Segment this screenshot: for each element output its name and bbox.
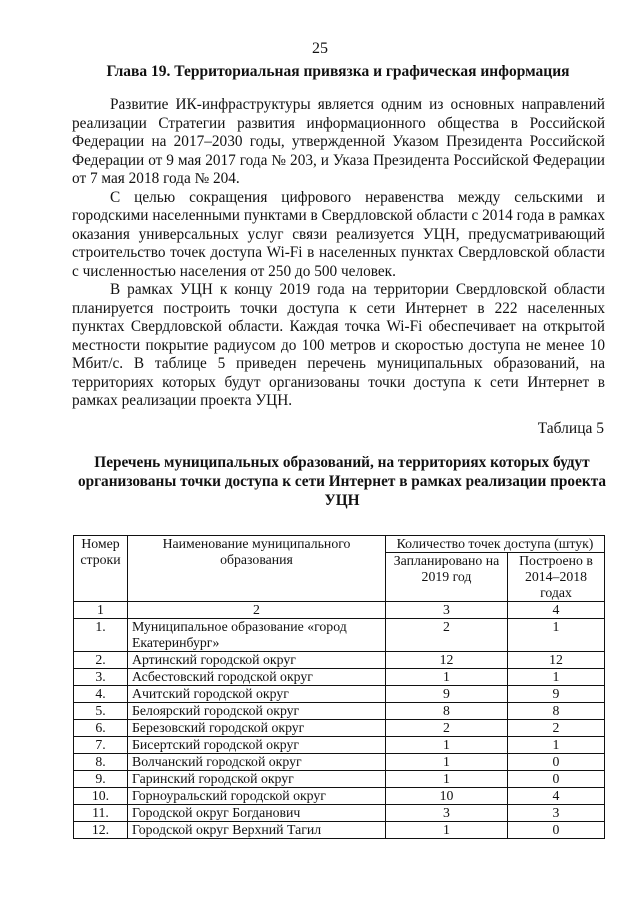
built-count-cell: 0 — [508, 771, 605, 788]
built-count-cell: 8 — [508, 703, 605, 720]
header-built: Построено в 2014–2018 годах — [508, 553, 605, 602]
planned-count-cell: 1 — [386, 822, 508, 839]
table-row — [74, 771, 605, 788]
municipality-name-cell: Ачитский городской округ — [128, 686, 386, 703]
built-count-cell: 1 — [508, 619, 605, 652]
municipal-table — [73, 535, 605, 839]
built-count-cell: 12 — [508, 652, 605, 669]
table-row — [74, 720, 605, 737]
table-row — [74, 619, 605, 652]
column-number: 4 — [508, 602, 605, 619]
built-count-cell: 1 — [508, 669, 605, 686]
page-number: 25 — [312, 40, 328, 57]
municipality-name-cell: Городской округ Верхний Тагил — [128, 822, 386, 839]
table-row — [74, 805, 605, 822]
header-row-number: Номер строки — [74, 536, 128, 602]
paragraph: С целью сокращения цифрового неравенства между сельскими и городскими населенными пунктами в Свердловской области с 2014 года в рамках оказания универсальных услуг связи реализуется УЦН, предусматривающий строительство точек доступа Wi-Fi в населенных пунктах Свердловской области с численностью населения от 250 до 500 человек. — [72, 188, 605, 280]
planned-count-cell: 3 — [386, 805, 508, 822]
planned-count-cell: 2 — [386, 619, 508, 652]
row-number-cell: 8. — [74, 754, 128, 771]
header-planned: Запланировано на 2019 год — [386, 553, 508, 602]
built-count-cell: 1 — [508, 737, 605, 754]
table-body — [74, 619, 605, 839]
table-row — [74, 737, 605, 754]
municipality-name-cell: Березовский городской округ — [128, 720, 386, 737]
planned-count-cell: 8 — [386, 703, 508, 720]
built-count-cell: 2 — [508, 720, 605, 737]
municipality-name-cell: Асбестовский городской округ — [128, 669, 386, 686]
municipality-name-cell: Бисертский городской округ — [128, 737, 386, 754]
municipality-name-cell: Волчанский городской округ — [128, 754, 386, 771]
planned-count-cell: 1 — [386, 737, 508, 754]
planned-count-cell: 9 — [386, 686, 508, 703]
table-label: Таблица 5 — [537, 420, 604, 437]
row-number-cell: 3. — [74, 669, 128, 686]
row-number-cell: 10. — [74, 788, 128, 805]
row-number-cell: 7. — [74, 737, 128, 754]
header-name: Наименование муниципального образования — [128, 536, 386, 602]
body-text — [72, 96, 605, 411]
municipality-name-cell: Горноуральский городской округ — [128, 788, 386, 805]
table-row — [74, 686, 605, 703]
built-count-cell: 4 — [508, 788, 605, 805]
chapter-title: Глава 19. Территориальная привязка и графическая информация — [106, 63, 570, 80]
planned-count-cell: 10 — [386, 788, 508, 805]
municipality-name-cell: Белоярский городской округ — [128, 703, 386, 720]
column-number: 2 — [128, 602, 386, 619]
table-row — [74, 788, 605, 805]
municipality-name-cell: Муниципальное образование «город Екатеринбург» — [128, 619, 386, 652]
header-count-group: Количество точек доступа (штук) — [386, 536, 605, 553]
built-count-cell: 0 — [508, 822, 605, 839]
table-title: Перечень муниципальных образований, на территориях которых будут организованы точки доступа к сети Интернет в рамках реализации проекта УЦН — [77, 454, 607, 509]
row-number-cell: 2. — [74, 652, 128, 669]
paragraph: В рамках УЦН к концу 2019 года на территории Свердловской области планируется построить точки доступа к сети Интернет в 222 населенных пунктах Свердловской области. Каждая точка Wi-Fi обеспечивает на открытой местности покрытие радиусом до 100 метров и скоростью доступа не менее 10 Мбит/с. В таблице 5 приведен перечень муниципальных образований, на территориях которых будут организованы точки доступа к сети Интернет в рамках реализации проекта УЦН. — [72, 281, 605, 409]
municipality-name-cell: Гаринский городской округ — [128, 771, 386, 788]
paragraph: Развитие ИК-инфраструктуры является одним из основных направлений реализации Стратегии развития информационного общества в Российской Федерации на 2017–2030 годы, утвержденной Указом Президента Российской Федерации от 9 мая 2017 года № 203, и Указа Президента Российской Федерации от 7 мая 2018 года № 204. — [72, 96, 605, 187]
table-row — [74, 703, 605, 720]
built-count-cell: 0 — [508, 754, 605, 771]
municipality-name-cell: Артинский городской округ — [128, 652, 386, 669]
planned-count-cell: 1 — [386, 669, 508, 686]
row-number-cell: 12. — [74, 822, 128, 839]
table-row — [74, 669, 605, 686]
column-number: 1 — [74, 602, 128, 619]
planned-count-cell: 2 — [386, 720, 508, 737]
row-number-cell: 5. — [74, 703, 128, 720]
row-number-cell: 6. — [74, 720, 128, 737]
row-number-cell: 1. — [74, 619, 128, 652]
municipality-name-cell: Городской округ Богданович — [128, 805, 386, 822]
row-number-cell: 9. — [74, 771, 128, 788]
column-number: 3 — [386, 602, 508, 619]
table-row — [74, 754, 605, 771]
built-count-cell: 9 — [508, 686, 605, 703]
built-count-cell: 3 — [508, 805, 605, 822]
column-number-row — [74, 602, 605, 619]
planned-count-cell: 1 — [386, 754, 508, 771]
table-row — [74, 652, 605, 669]
row-number-cell: 11. — [74, 805, 128, 822]
table-row — [74, 822, 605, 839]
row-number-cell: 4. — [74, 686, 128, 703]
planned-count-cell: 12 — [386, 652, 508, 669]
planned-count-cell: 1 — [386, 771, 508, 788]
